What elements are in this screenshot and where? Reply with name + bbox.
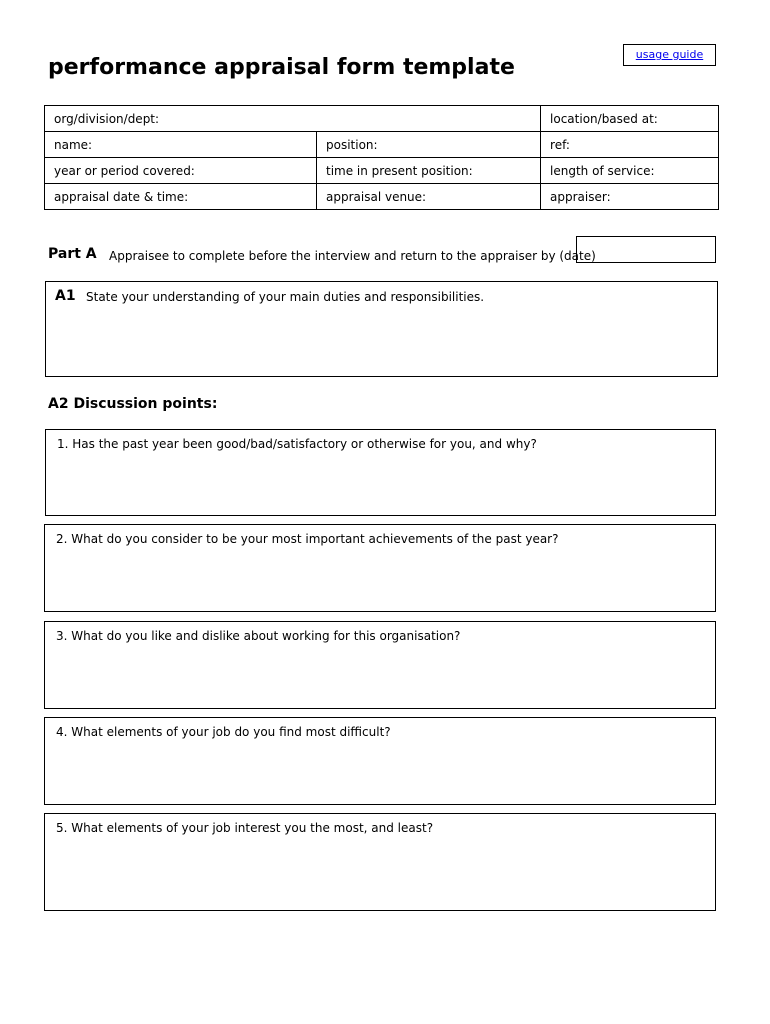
a1-question: State your understanding of your main duties and responsibilities. <box>86 290 485 304</box>
time-in-position-field[interactable]: time in present position: <box>317 158 541 184</box>
table-row <box>45 132 719 158</box>
usage-guide-box <box>623 44 716 66</box>
question-5-text: 5. What elements of your job interest you the most, and least? <box>56 821 434 835</box>
question-1-box[interactable] <box>45 429 716 516</box>
name-field[interactable]: name: <box>45 132 317 158</box>
appraiser-field[interactable]: appraiser: <box>541 184 719 210</box>
question-3-box[interactable] <box>44 621 716 709</box>
ref-field[interactable]: ref: <box>541 132 719 158</box>
page-title: performance appraisal form template <box>48 55 515 80</box>
org-division-dept-field[interactable]: org/division/dept: <box>45 106 541 132</box>
question-3-text: 3. What do you like and dislike about working for this organisation? <box>56 629 461 643</box>
question-4-text: 4. What elements of your job do you find most difficult? <box>56 725 391 739</box>
table-row <box>45 184 719 210</box>
usage-guide-link[interactable]: usage guide <box>635 48 704 61</box>
question-4-box[interactable] <box>44 717 716 805</box>
a1-label: A1 <box>55 288 76 304</box>
position-field[interactable]: position: <box>317 132 541 158</box>
table-row <box>45 106 719 132</box>
employee-info-table <box>44 105 719 210</box>
question-2-box[interactable] <box>44 524 716 612</box>
location-field[interactable]: location/based at: <box>541 106 719 132</box>
a2-heading: A2 Discussion points: <box>48 396 218 412</box>
question-2-text: 2. What do you consider to be your most important achievements of the past year? <box>56 532 559 546</box>
period-covered-field[interactable]: year or period covered: <box>45 158 317 184</box>
appraisal-venue-field[interactable]: appraisal venue: <box>317 184 541 210</box>
part-a-label: Part A <box>48 246 97 262</box>
question-5-box[interactable] <box>44 813 716 911</box>
return-date-field[interactable] <box>576 236 716 263</box>
part-a-instruction: Appraisee to complete before the interview and return to the appraiser by (date) <box>109 249 596 263</box>
length-of-service-field[interactable]: length of service: <box>541 158 719 184</box>
a1-answer-box[interactable] <box>45 281 718 377</box>
table-row <box>45 158 719 184</box>
appraisal-date-time-field[interactable]: appraisal date & time: <box>45 184 317 210</box>
question-1-text: 1. Has the past year been good/bad/satisfactory or otherwise for you, and why? <box>57 437 537 451</box>
